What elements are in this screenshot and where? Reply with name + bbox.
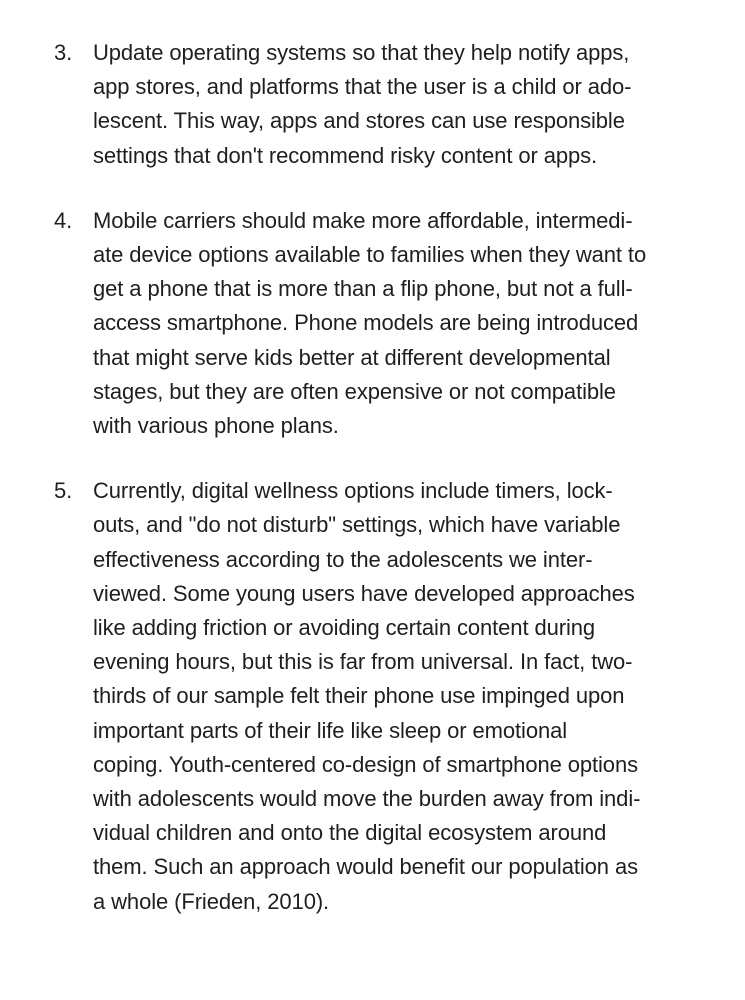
- list-number: 4.: [54, 207, 73, 233]
- list-item-text: Update operating systems so that they help notify apps, app stores, and platforms that the user is a child or ado- lescent. This way, apps and stores can use responsible settings that don't recommend risky content or apps.: [93, 40, 632, 168]
- list-number: 3.: [54, 40, 73, 65]
- list-item-text: Mobile carriers should make more affordable, intermedi- ate device options available to families when they want to get a phone that is more than a flip phone, but not a full- access smartphone. Phone models are being introduced that might serve kids better at different developmental stages, but they are often expensive or not compatible with various phone plans.: [93, 207, 647, 439]
- list-number: 5.: [54, 478, 73, 504]
- list-item-5: [0, 474, 745, 919]
- numbered-list: [0, 36, 745, 919]
- list-item-4: [0, 204, 745, 443]
- list-item-3: [0, 36, 745, 173]
- list-item-text: Currently, digital wellness options include timers, lock- outs, and "do not disturb" settings, which have variable effectiveness according to the adolescents we inter- viewed. Some young users have developed approaches like adding friction or avoiding certain content during evening hours, but this is far from universal. In fact, two- thirds of our sample felt their phone use impinged upon important parts of their life like sleep or emotional coping. Youth-centered co-design of smartphone options with adolescents would move the burden away from indi- vidual children and onto the digital ecosystem around them. Such an approach would benefit our population as a whole (Frieden, 2010).: [93, 478, 641, 914]
